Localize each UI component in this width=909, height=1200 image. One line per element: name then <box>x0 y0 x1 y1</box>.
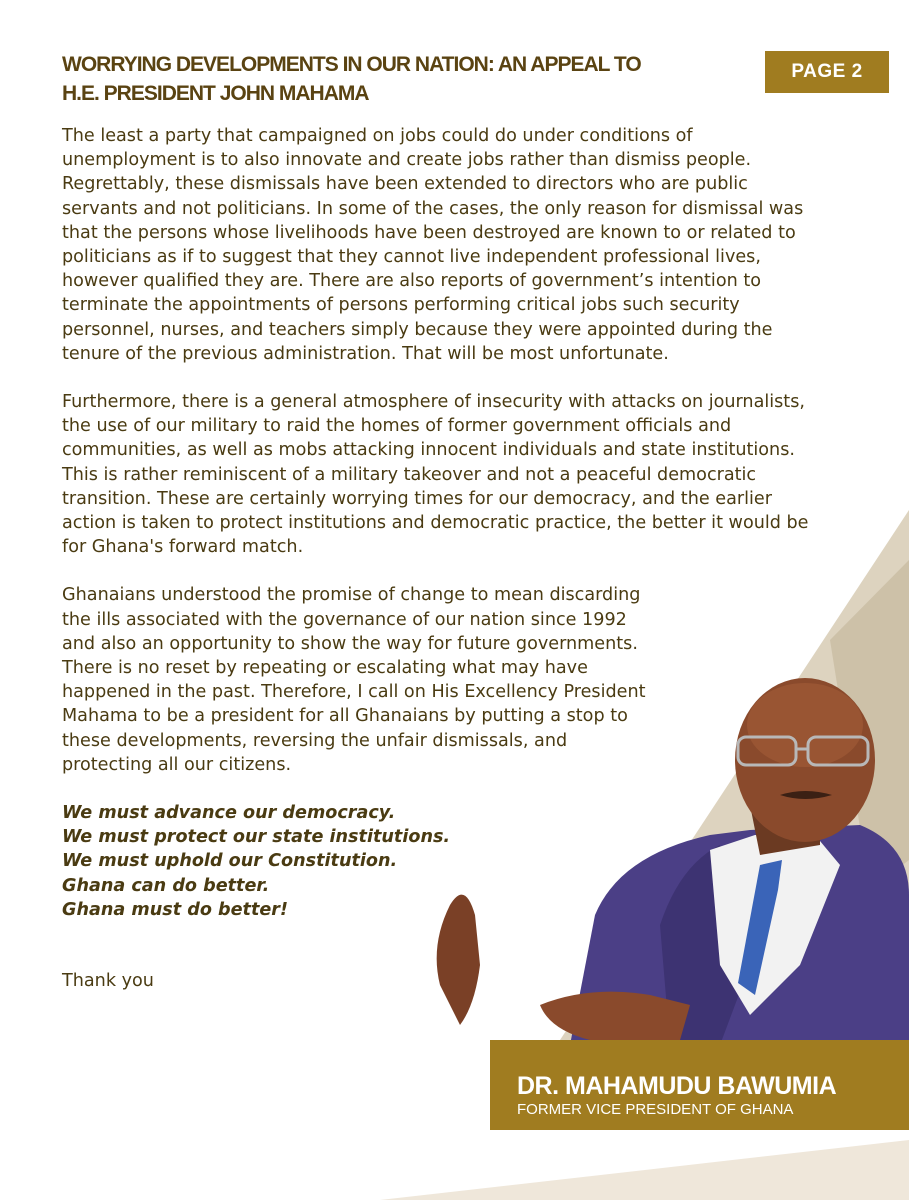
paragraph-1: The least a party that campaigned on jobs could do under conditions of unemployment is to also innovate and create jobs rather than dismiss people. Regrettably, these dismissals have been extended to directors who are public servants and not politicians. In some of the cases, the only reason for dismissal was that the persons whose livelihoods have been destroyed are known to or related to politicians as if to suggest that they cannot live independent professional lives, however qualified they are. There are also reports of government’s intention to terminate the appointments of persons performing critical jobs such security personnel, nurses, and teachers simply because they were appointed during the tenure of the previous administration. That will be most unfortunate. <box>62 126 804 364</box>
motto-line: We must uphold our Constitution. <box>62 851 398 872</box>
motto-line: Ghana can do better. <box>62 875 270 896</box>
raised-hand <box>437 895 480 1025</box>
portrait-photo <box>420 665 909 1045</box>
title-line-1: WORRYING DEVELOPMENTS IN OUR NATION: AN APPEAL TO <box>62 53 641 76</box>
bottom-tint <box>380 1140 909 1200</box>
motto-line: We must protect our state institutions. <box>62 827 451 848</box>
motto-line: We must advance our democracy. <box>62 803 396 824</box>
paragraph-3: Ghanaians understood the promise of change to mean discarding the ills associated with the governance of our nation since 1992 and also an opportunity to show the way for future governments. There is no reset by repeating or escalating what may have happened in the past. Therefore, I call on His Excellency President Mahama to be a president for all Ghanaians by putting a stop to these developments, reversing the unfair dismissals, and protecting all our citizens. <box>62 585 646 775</box>
title-line-2: H.E. PRESIDENT JOHN MAHAMA <box>62 82 369 105</box>
signature-block <box>490 1040 909 1130</box>
page-number-badge: PAGE 2 <box>765 51 889 93</box>
paragraph-2: Furthermore, there is a general atmosphere of insecurity with attacks on journalists, the use of our military to raid the homes of former government officials and communities, as well as mobs attacking innocent individuals and state institutions. This is rather reminiscent of a military takeover and not a peaceful democratic transition. These are certainly worrying times for our democracy, and the earlier action is taken to protect institutions and democratic practice, the better it would be for Ghana's forward match. <box>62 392 809 558</box>
motto-line: Ghana must do better! <box>62 899 289 920</box>
signatory-name: DR. MAHAMUDU BAWUMIA <box>517 1072 837 1100</box>
signatory-role: FORMER VICE PRESIDENT OF GHANA <box>517 1101 794 1118</box>
head-highlight <box>747 683 863 767</box>
closing-text: Thank you <box>62 971 154 992</box>
document-title <box>62 50 742 108</box>
